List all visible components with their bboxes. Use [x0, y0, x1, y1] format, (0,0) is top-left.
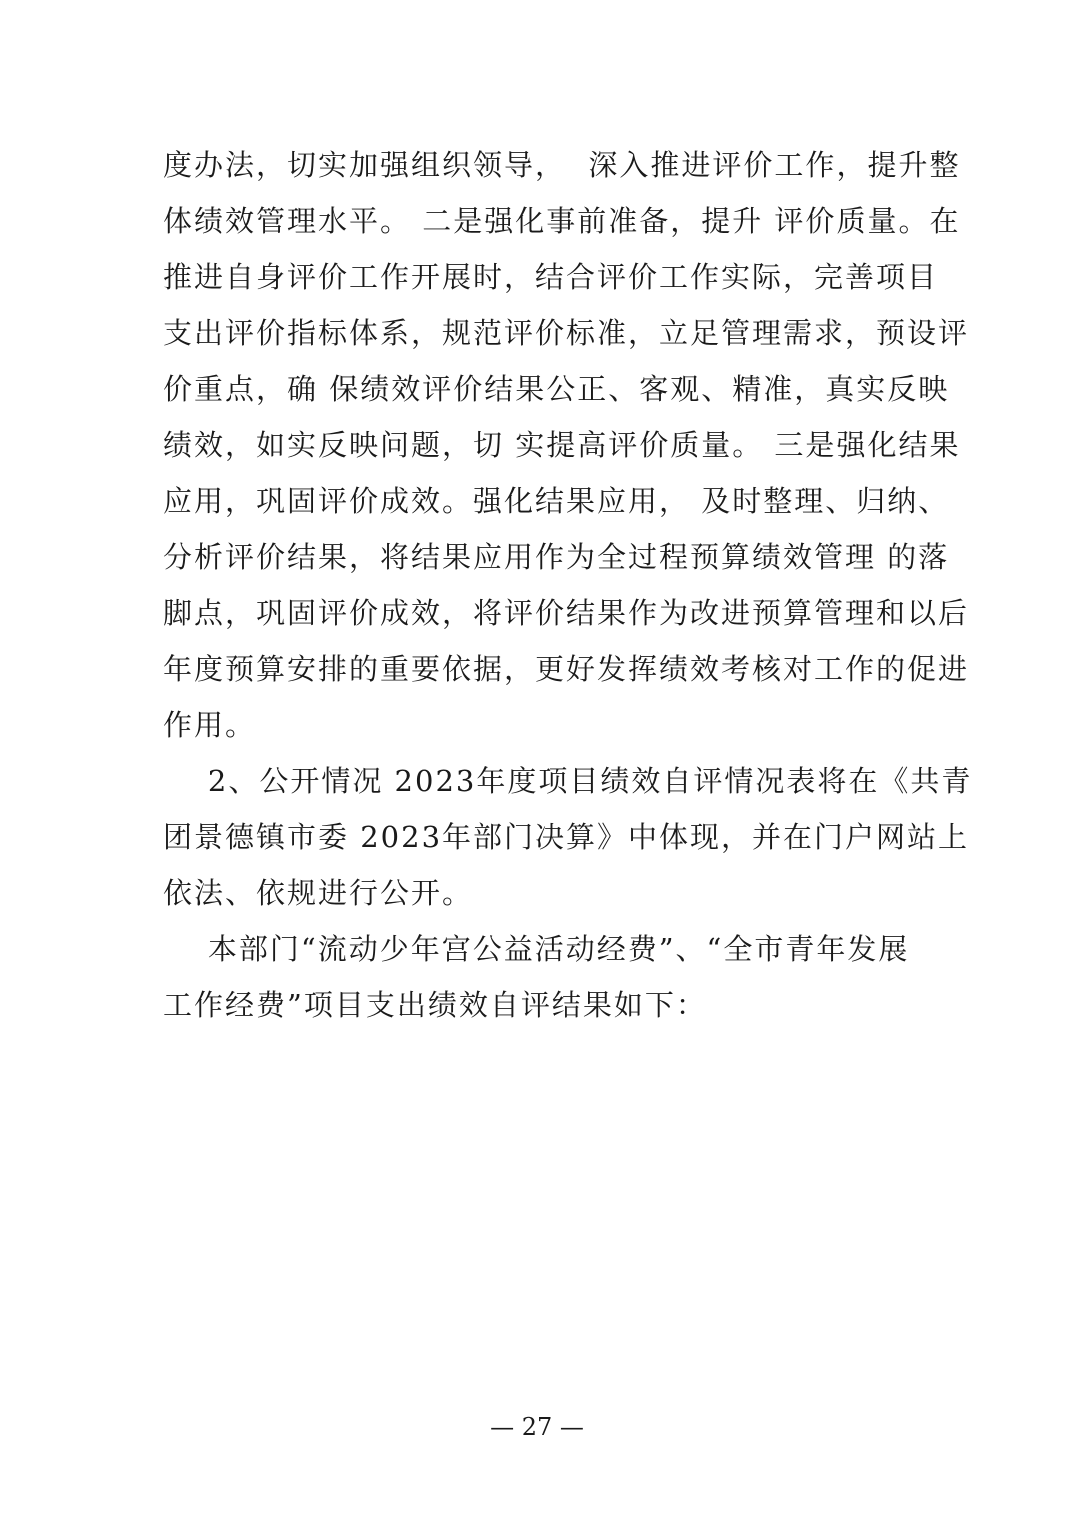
text-line: 作用。: [163, 708, 257, 742]
page-number: — 27 —: [490, 1413, 584, 1441]
text-line: 体绩效管理水平。 二是强化事前准备，提升 评价质量。在: [163, 204, 961, 238]
text-line: 应用，巩固评价成效。强化结果应用， 及时整理、归纳、: [163, 484, 950, 518]
text-line: 工作经费”项目支出绩效自评结果如下：: [163, 988, 707, 1022]
text-line: 依法、依规进行公开。: [163, 876, 474, 910]
text-line: 团景德镇市委 2023年部门决算》中体现，并在门户网站上: [163, 820, 970, 854]
text-line: 支出评价指标体系，规范评价标准，立足管理需求，预设评: [163, 316, 970, 350]
text-line: 脚点，巩固评价成效，将评价结果作为改进预算管理和以后: [163, 596, 970, 630]
text-line: 度办法，切实加强组织领导， 深入推进评价工作，提升整: [163, 148, 961, 182]
text-line: 2、公开情况 2023年度项目绩效自评情况表将在《共青: [163, 764, 973, 798]
text-line: 绩效，如实反映问题，切 实提高评价质量。 三是强化结果: [163, 428, 961, 462]
body-text: [163, 137, 973, 1033]
text-line: 年度预算安排的重要依据，更好发挥绩效考核对工作的促进: [163, 652, 970, 686]
text-line: 本部门“流动少年宫公益活动经费”、“全市青年发展: [163, 932, 910, 966]
text-line: 价重点，确 保绩效评价结果公正、客观、精准，真实反映: [163, 372, 950, 406]
text-line: 推进自身评价工作开展时，结合评价工作实际，完善项目: [163, 260, 939, 294]
text-line: 分析评价结果，将结果应用作为全过程预算绩效管理 的落: [163, 540, 950, 574]
